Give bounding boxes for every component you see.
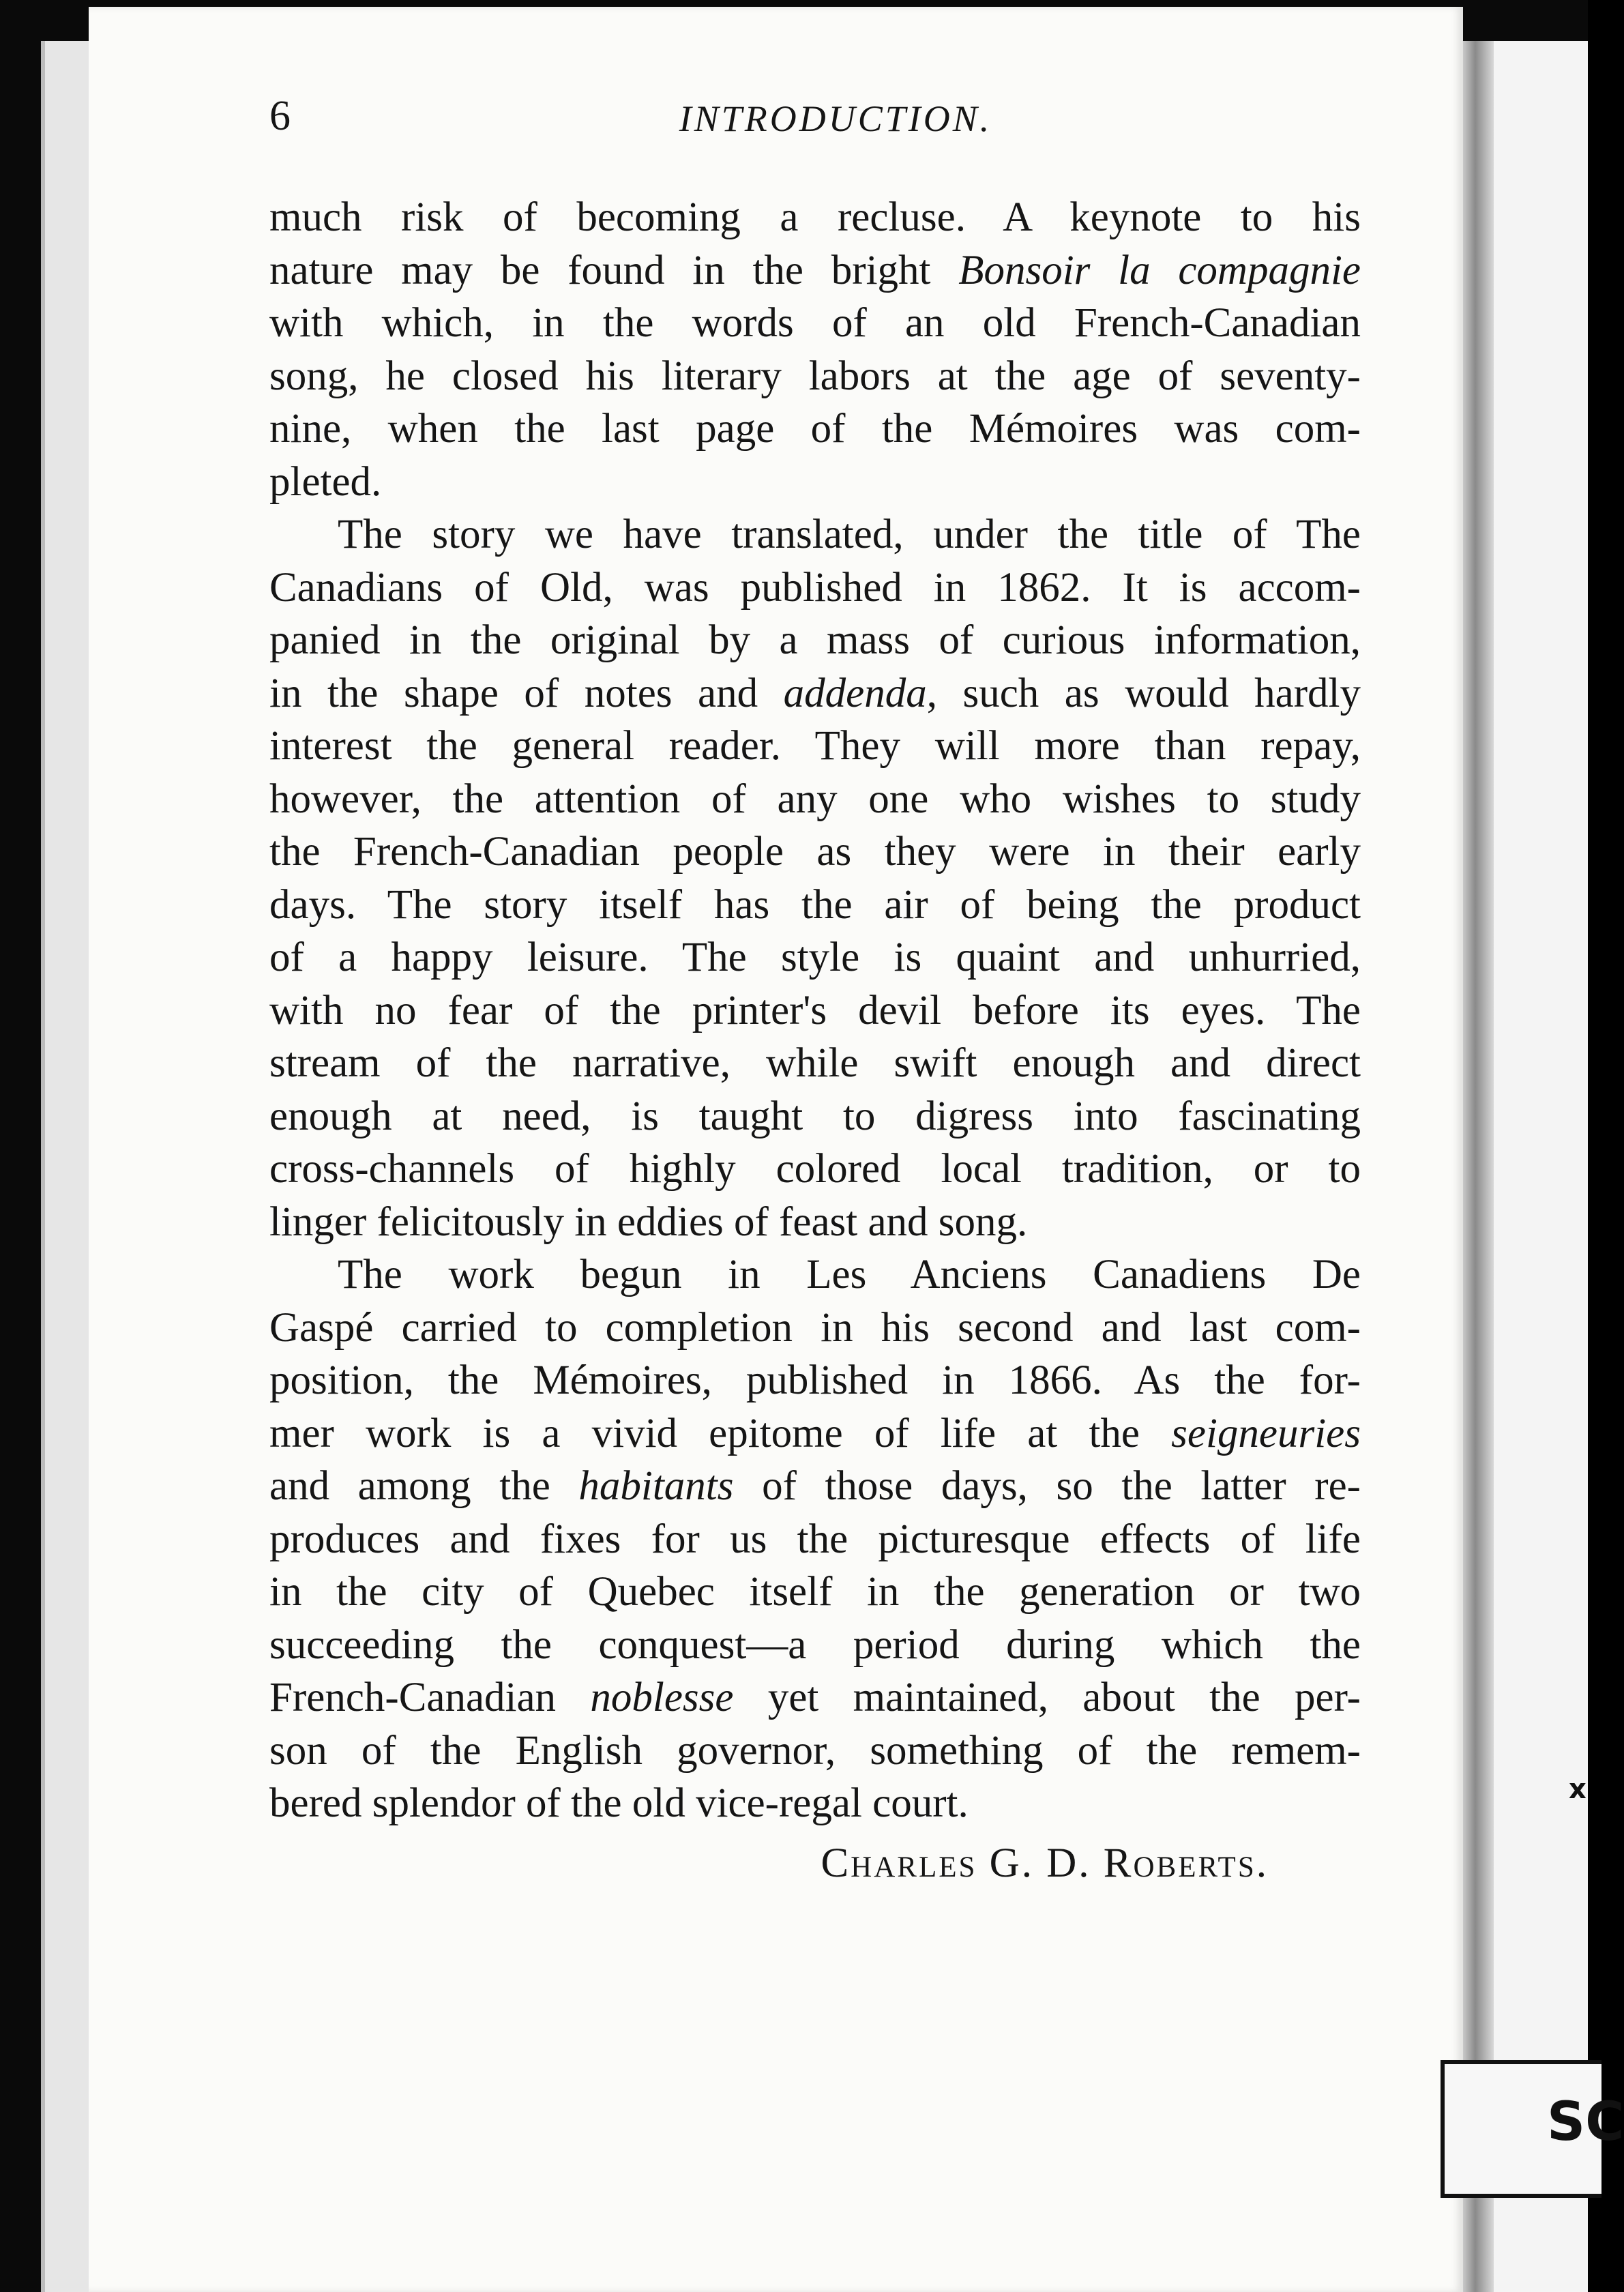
text-line: produces and fixes for us the picturesque effects of life: [269, 1516, 1361, 1562]
text-line: much risk of becoming a recluse. A keynote to his: [269, 194, 1361, 240]
text-line: nature may be found in the bright Bonsoir la compagnie: [269, 247, 1361, 293]
text-line: pleted.: [269, 458, 382, 505]
text-line: French-Canadian noblesse yet maintained, about the per-: [269, 1675, 1361, 1720]
text-line: in the city of Quebec itself in the generation or two: [269, 1569, 1361, 1615]
body-text: [269, 191, 1361, 1890]
paragraph-3: [269, 1248, 1361, 1830]
text-line: interest the general reader. They will more than repay,: [269, 723, 1361, 769]
adjacent-page-mark: x: [1569, 1774, 1586, 1805]
text-line: stream of the narrative, while swift enough and direct: [269, 1040, 1361, 1086]
running-head-title: INTRODUCTION.: [679, 98, 992, 139]
running-head: [269, 92, 1374, 147]
text-line: bered splendor of the old vice-regal court.: [269, 1780, 969, 1826]
page-number: 6: [269, 93, 291, 139]
text-line: days. The story itself has the air of being the product: [269, 881, 1361, 928]
text-line: Canadians of Old, was published in 1862. It is accom-: [269, 564, 1361, 611]
text-line: song, he closed his literary labors at the age of seventy-: [269, 353, 1361, 399]
text-line: with no fear of the printer's devil before its eyes. The: [269, 987, 1361, 1033]
adjacent-page-edge: [1494, 41, 1588, 2292]
text-line: panied in the original by a mass of curious information,: [269, 617, 1361, 663]
text-line: cross-channels of highly colored local tradition, or to: [269, 1146, 1361, 1192]
text-line: son of the English governor, something of the remem-: [269, 1727, 1361, 1774]
text-line: the French-Canadian people as they were in their early: [269, 829, 1361, 875]
text-line: The story we have translated, under the title of The: [338, 512, 1361, 557]
text-line: nine, when the last page of the Mémoires was com-: [269, 406, 1361, 452]
signature-text: Charles G. D. Roberts.: [821, 1840, 1269, 1886]
text-line: and among the habitants of those days, so the latter re-: [269, 1463, 1361, 1509]
paragraph-1: [269, 191, 1361, 508]
text-line: mer work is a vivid epitome of life at the seigneuries: [269, 1410, 1361, 1456]
paragraph-2: [269, 508, 1361, 1248]
adjacent-page-label: SC: [1547, 2091, 1624, 2153]
text-line: position, the Mémoires, published in 1866. As the for-: [269, 1357, 1361, 1403]
spine-shadow: [1463, 41, 1494, 2292]
text-line: however, the attention of any one who wishes to study: [269, 776, 1361, 822]
text-line: enough at need, is taught to digress into fascinating: [269, 1093, 1361, 1139]
text-line: linger felicitously in eddies of feast and song.: [269, 1199, 1028, 1245]
adjacent-page-label-box: [1441, 2060, 1624, 2198]
text-line: of a happy leisure. The style is quaint and unhurried,: [269, 935, 1361, 980]
text-line: The work begun in Les Anciens Canadiens De: [338, 1252, 1361, 1297]
author-signature: [269, 1837, 1361, 1890]
text-line: in the shape of notes and addenda, such as would hardly: [269, 670, 1361, 716]
text-line: succeeding the conquest—a period during which the: [269, 1621, 1361, 1668]
text-line: Gaspé carried to completion in his second and last com-: [269, 1304, 1361, 1351]
text-line: with which, in the words of an old French-Canadian: [269, 300, 1361, 346]
